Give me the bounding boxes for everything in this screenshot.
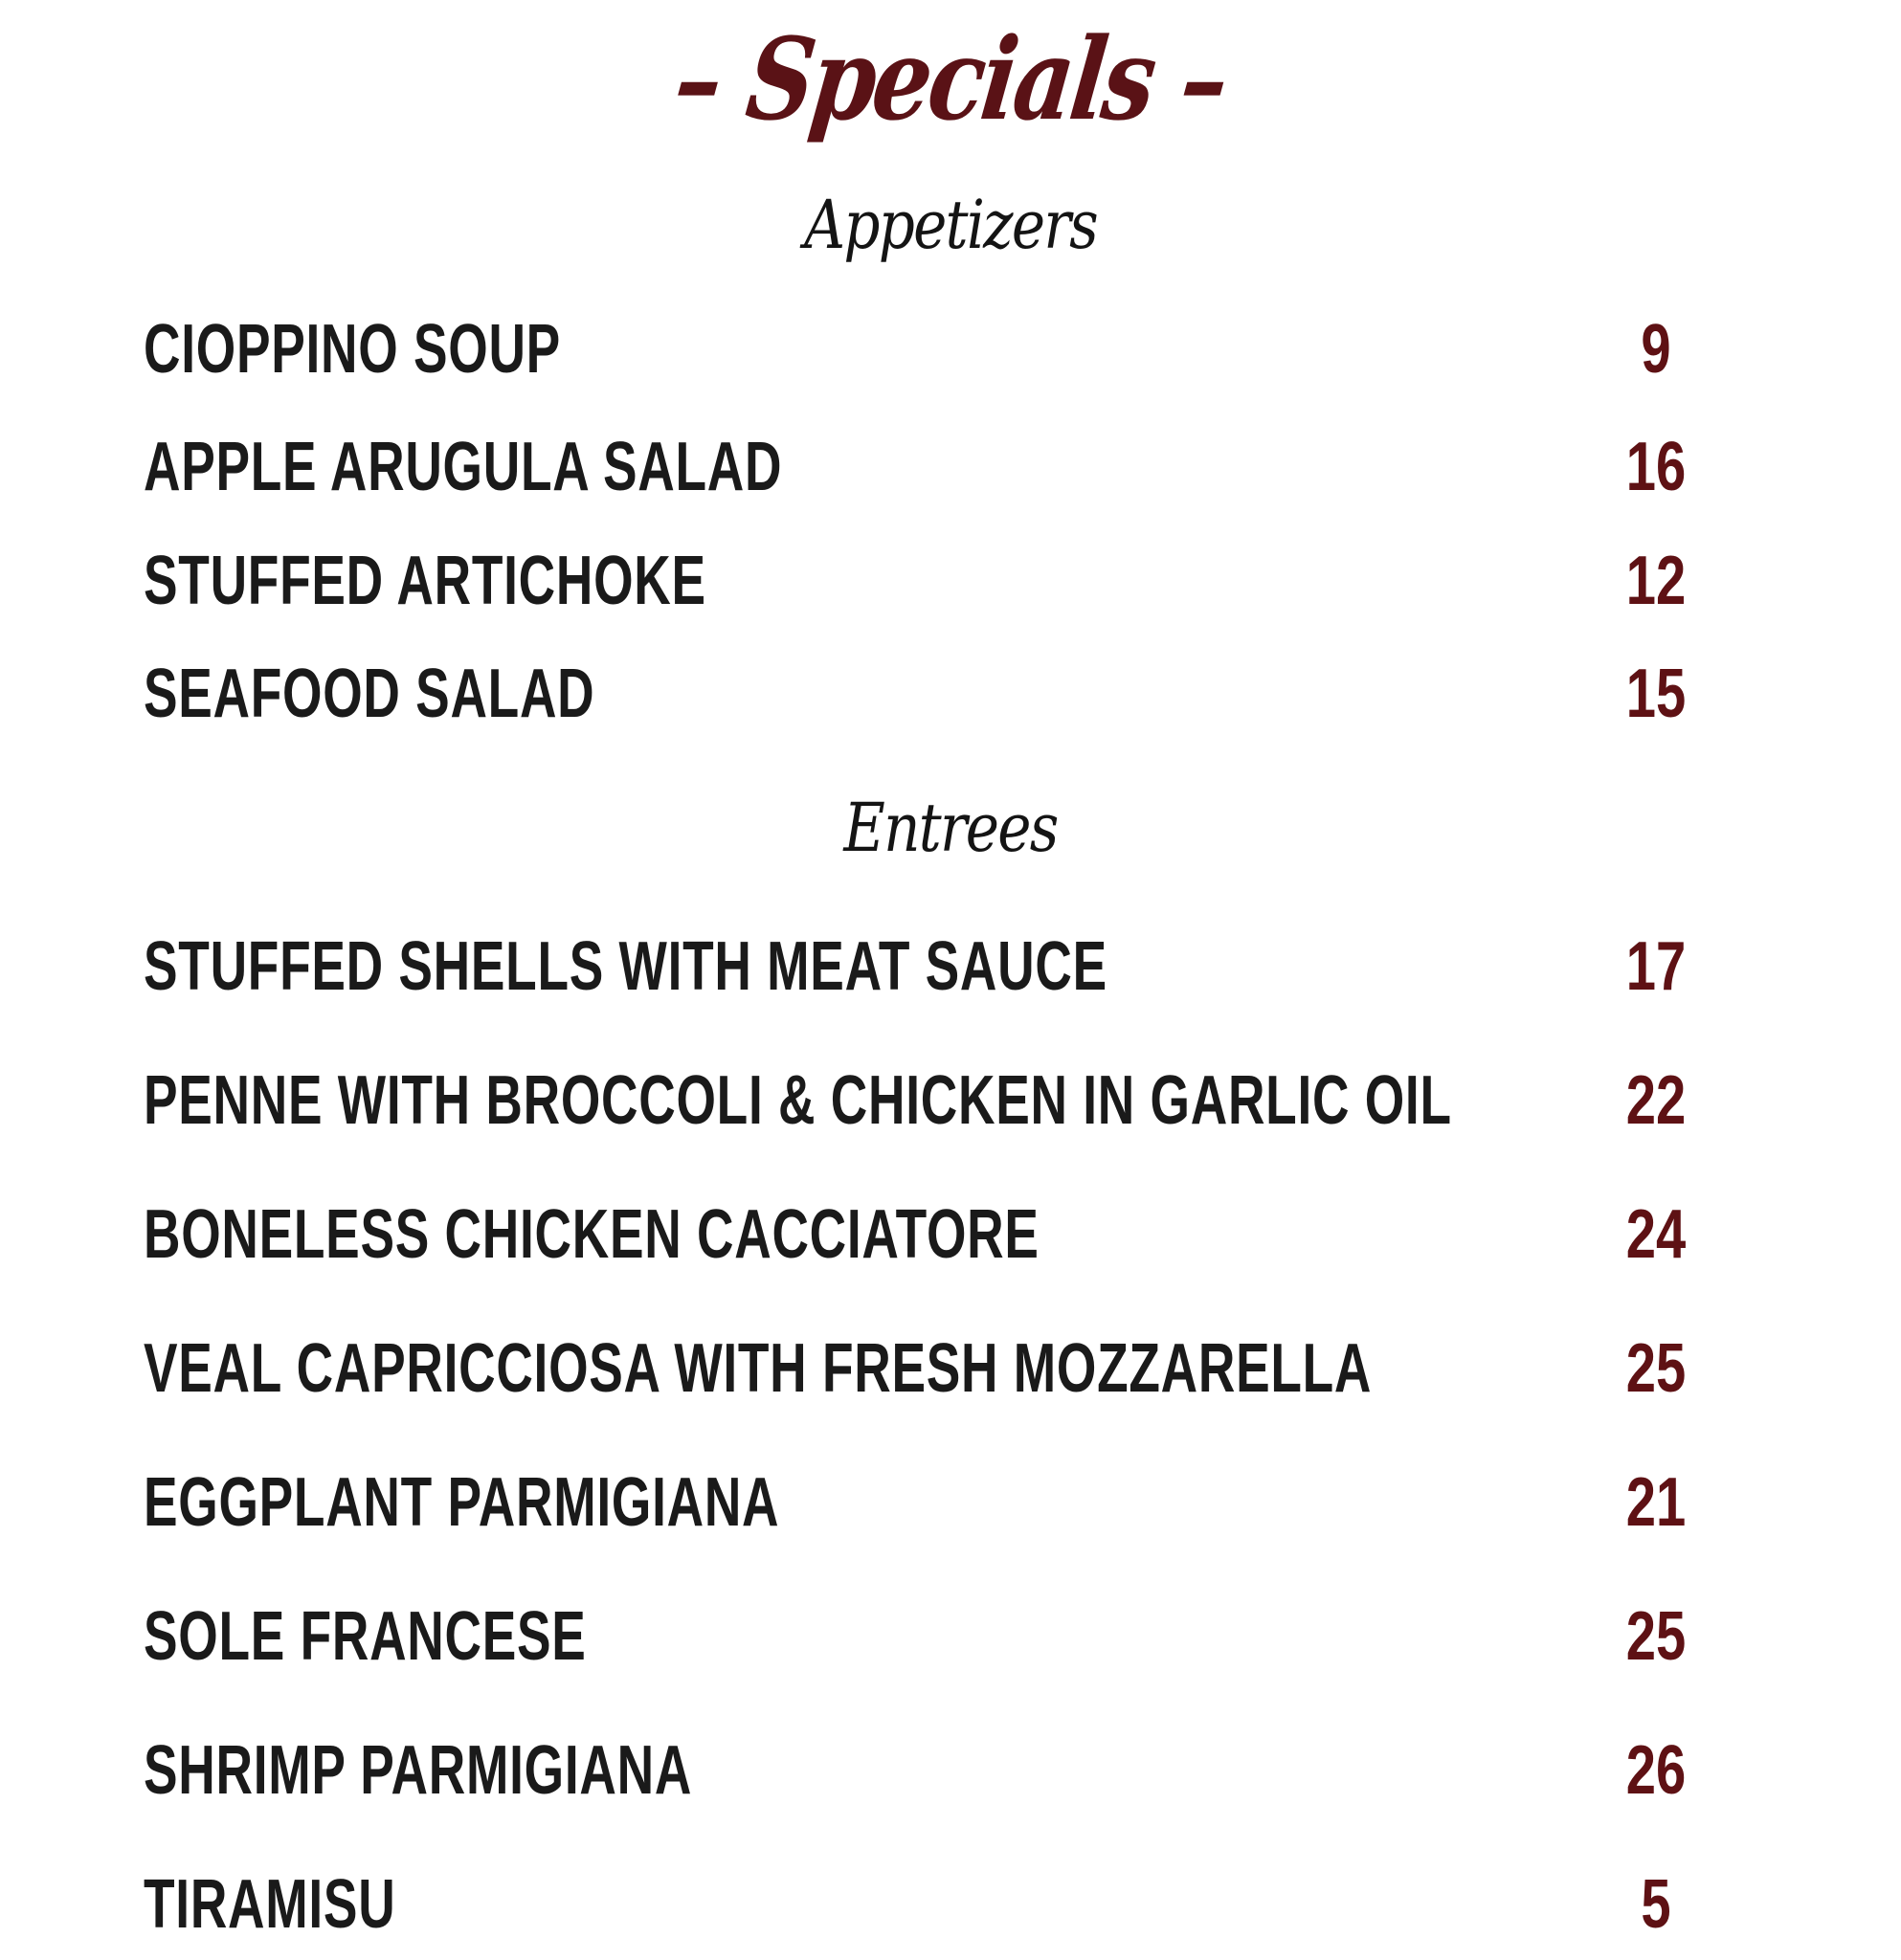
menu-item-row — [144, 306, 1713, 392]
menu-item-name: SHRIMP PARMIGIANA — [144, 1732, 693, 1809]
menu-item-price: 17 — [1625, 928, 1687, 1005]
menu-item-name: VEAL CAPRICCIOSA WITH FRESH MOZZARELLA — [144, 1330, 1373, 1407]
menu-item-row — [144, 1058, 1713, 1144]
menu-item-price: 12 — [1625, 543, 1687, 619]
menu-item-price: 15 — [1625, 656, 1687, 732]
menu-item-price: 5 — [1641, 1866, 1671, 1943]
menu-item-row — [144, 1727, 1713, 1814]
menu-item-name: SEAFOOD SALAD — [144, 656, 595, 732]
menu-item-row — [144, 1192, 1713, 1278]
menu-item-name: PENNE WITH BROCCOLI & CHICKEN IN GARLIC OIL — [144, 1062, 1452, 1139]
menu-item-name: APPLE ARUGULA SALAD — [144, 429, 783, 505]
menu-item-row — [144, 424, 1713, 510]
menu-item-price: 24 — [1625, 1196, 1687, 1273]
menu-item-name: BONELESS CHICKEN CACCIATORE — [144, 1196, 1040, 1273]
menu-item-price: 21 — [1625, 1464, 1687, 1541]
menu-item-row — [144, 1325, 1713, 1412]
menu-item-price: 26 — [1625, 1732, 1687, 1809]
menu-title-container — [0, 0, 1901, 182]
menu-item-row — [144, 924, 1713, 1010]
menu-item-row — [144, 1861, 1713, 1948]
menu-item-name: STUFFED SHELLS WITH MEAT SAUCE — [144, 928, 1107, 1005]
menu-item-name: STUFFED ARTICHOKE — [144, 543, 706, 619]
menu-item-row — [144, 538, 1713, 624]
menu-item-row — [144, 1459, 1713, 1546]
menu-item-price: 16 — [1625, 429, 1687, 505]
menu-item-name: TIRAMISU — [144, 1866, 396, 1943]
menu-item-price: 9 — [1641, 311, 1671, 388]
menu-item-row — [144, 651, 1713, 737]
menu-item-name: CIOPPINO SOUP — [144, 311, 561, 388]
menu-item-row — [144, 1593, 1713, 1680]
menu-item-price: 25 — [1625, 1330, 1687, 1407]
menu-item-price: 25 — [1625, 1598, 1687, 1675]
menu-item-name: EGGPLANT PARMIGIANA — [144, 1464, 780, 1541]
appetizers-heading: Appetizers — [804, 186, 1097, 264]
menu-title: – Specials – — [668, 12, 1233, 145]
menu-item-name: SOLE FRANCESE — [144, 1598, 587, 1675]
entrees-heading: Entrees — [843, 789, 1058, 867]
menu-item-price: 22 — [1625, 1062, 1687, 1139]
